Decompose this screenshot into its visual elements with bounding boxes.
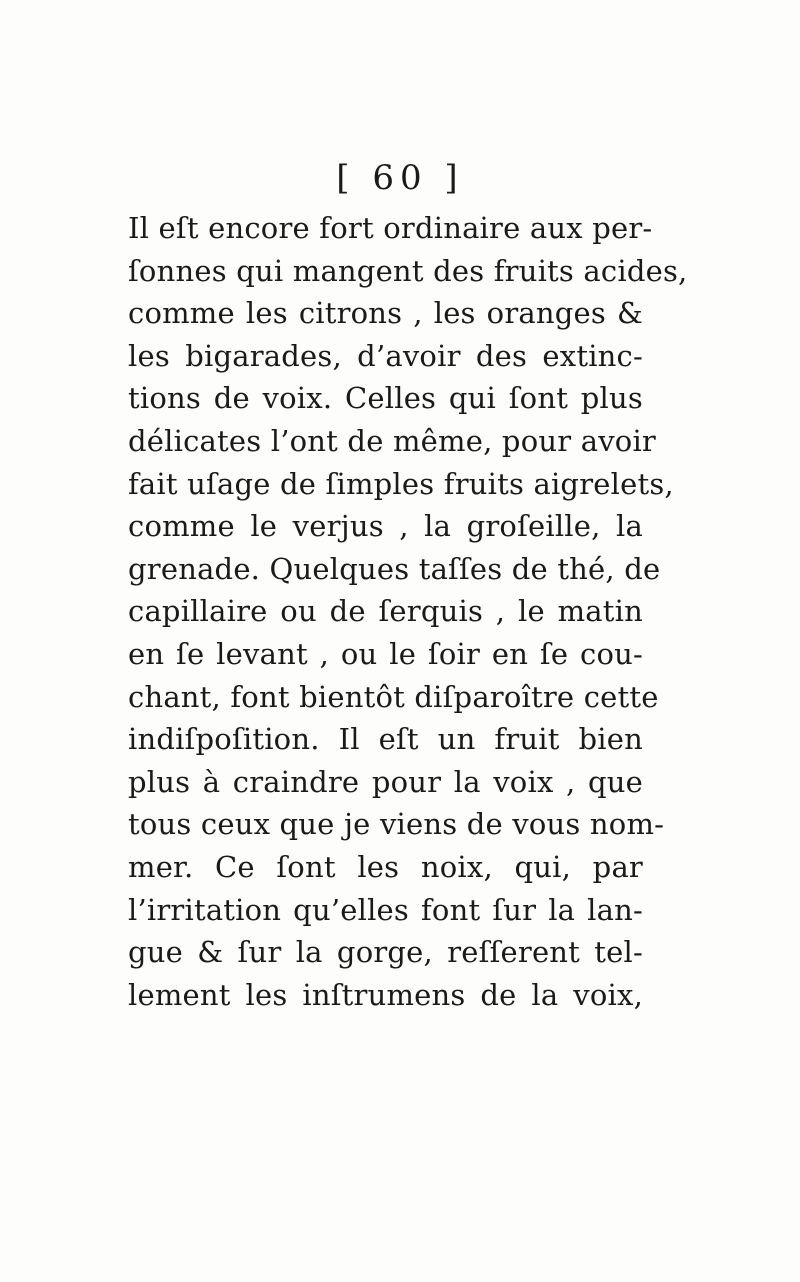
text-line: indiſpoſition. Il eſt un fruit bien xyxy=(128,722,643,757)
text-line: tions de voix. Celles qui ſont plus xyxy=(128,381,643,416)
body-text xyxy=(128,207,688,1016)
text-line: délicates l’ont de même, pour avoir xyxy=(128,423,656,458)
text-line: les bigarades, d’avoir des extinc- xyxy=(128,338,643,373)
text-line: Il eſt encore fort ordinaire aux per- xyxy=(128,211,653,245)
text-line: en ſe levant , ou le ſoir en ſe cou- xyxy=(128,636,643,671)
text-line: comme le verjus , la groſeille, la xyxy=(128,509,643,544)
text-line: ſonnes qui mangent des fruits acides, xyxy=(128,253,688,288)
text-line: mer. Ce ſont les noix, qui, par xyxy=(128,849,643,884)
text-line: chant, font bientôt diſparoître cette xyxy=(128,679,659,714)
text-line: capillaire ou de ſerquis , le matin xyxy=(128,594,643,629)
text-line: lement les inſtrumens de la voix, xyxy=(128,977,643,1012)
text-line: comme les citrons , les oranges & xyxy=(128,296,643,331)
text-line: fait uſage de ſimples fruits aigrelets, xyxy=(128,466,674,501)
text-line: l’irritation qu’elles font ſur la lan- xyxy=(128,892,643,927)
text-line: tous ceux que je viens de vous nom- xyxy=(128,807,665,842)
text-line: grenade. Quelques taſſes de thé, de xyxy=(128,551,661,586)
text-line: gue & ſur la gorge, reſſerent tel- xyxy=(128,935,643,970)
text-line: plus à craindre pour la voix , que xyxy=(128,764,643,799)
page-number: [ 60 ] xyxy=(336,158,464,198)
